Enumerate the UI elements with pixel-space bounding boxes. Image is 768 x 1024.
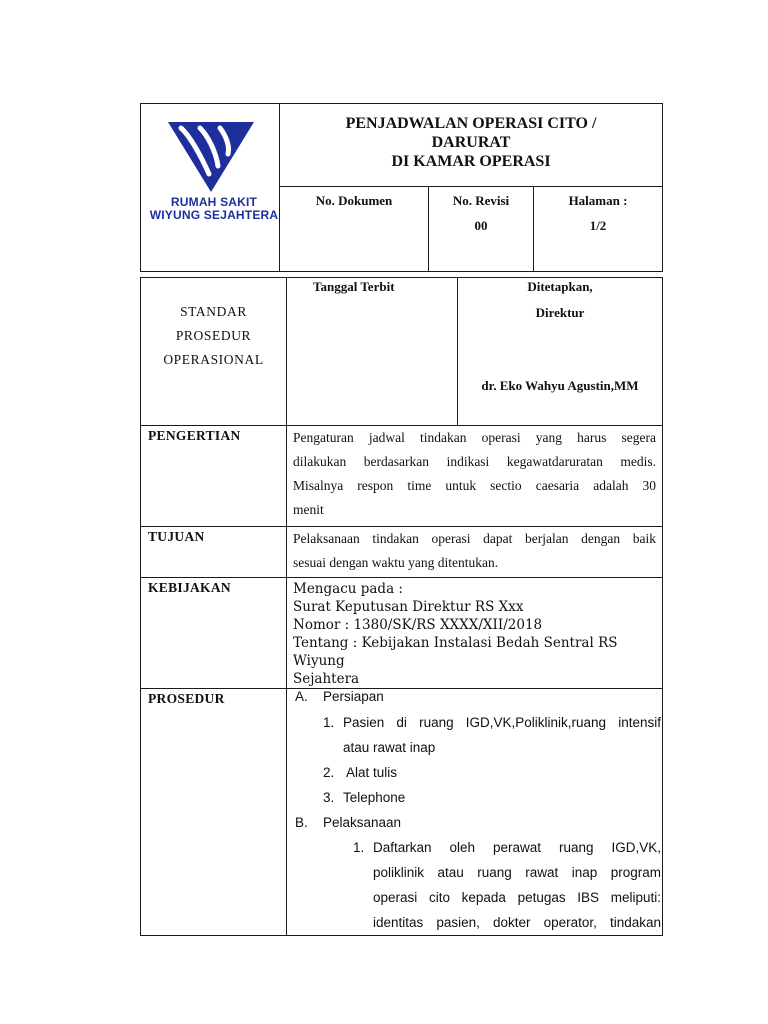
prosedur-text <box>287 689 663 936</box>
no-dokumen-label: No. Dokumen <box>315 193 393 208</box>
prosedur-b-marker: B. <box>295 815 308 830</box>
tanggal-terbit-cell <box>287 278 458 426</box>
hospital-logo-icon <box>168 122 256 194</box>
prosedur-b1-line: Daftarkan oleh perawat ruang IGD,VK, <box>373 840 661 855</box>
hospital-name-line1: RUMAH SAKIT <box>170 195 258 209</box>
tanggal-terbit-label: Tanggal Terbit <box>313 279 395 294</box>
kebijakan-label: KEBIJAKAN <box>141 578 287 689</box>
prosedur-a2-marker: 2. <box>323 765 335 780</box>
header-table <box>140 103 663 272</box>
document-title <box>280 104 663 187</box>
no-dokumen-cell <box>280 187 429 272</box>
prosedur-b1-line: operasi cito kepada petugas IBS meliputi: <box>373 890 661 905</box>
title-line1: PENJADWALAN OPERASI CITO / <box>345 115 597 132</box>
pengertian-label: PENGERTIAN <box>141 426 287 527</box>
prosedur-a3-marker: 3. <box>323 790 335 805</box>
tujuan-label: TUJUAN <box>141 527 287 578</box>
prosedur-b1-line: identitas pasien, dokter operator, tindakan <box>373 915 661 930</box>
title-line3: DI KAMAR OPERASI <box>391 153 551 170</box>
prosedur-b1-marker: 1. <box>353 840 365 855</box>
halaman-value: 1/2 <box>589 218 607 233</box>
title-line2: DARURAT <box>431 134 511 151</box>
prosedur-a1-line1: Pasien di ruang IGD,VK,Poliklinik,ruang intensif <box>343 715 661 730</box>
no-revisi-cell <box>429 187 534 272</box>
kebijakan-line: Mengacu pada : <box>293 581 403 597</box>
prosedur-a1-line2: atau rawat inap <box>343 740 436 755</box>
sop-label-cell <box>141 278 287 426</box>
tujuan-line: sesuai dengan waktu yang ditentukan. <box>293 555 499 570</box>
logo-cell <box>141 104 280 272</box>
jabatan-direktur: Direktur <box>535 305 585 320</box>
pengertian-text <box>287 426 663 527</box>
sop-table <box>140 277 663 936</box>
prosedur-a1-marker: 1. <box>323 715 335 730</box>
no-revisi-value: 00 <box>474 218 488 233</box>
prosedur-a-title: Persiapan <box>323 689 384 704</box>
tujuan-line: Pelaksanaan tindakan operasi dapat berjalan dengan baik <box>293 531 656 546</box>
pengertian-line: Pengaturan jadwal tindakan operasi yang harus segera <box>293 430 656 445</box>
kebijakan-line: Surat Keputusan Direktur RS Xxx <box>293 599 524 615</box>
kebijakan-line: Sejahtera <box>293 671 360 687</box>
tujuan-text <box>287 527 663 578</box>
prosedur-a3-text: Telephone <box>343 790 406 805</box>
sop-label-line3: OPERASIONAL <box>163 352 264 367</box>
kebijakan-line: Tentang : Kebijakan Instalasi Bedah Sentral RS Wiyung <box>293 635 618 669</box>
penandatangan: dr. Eko Wahyu Agustin,MM <box>481 378 639 393</box>
kebijakan-text <box>287 578 663 689</box>
ditetapkan-cell <box>458 278 663 426</box>
prosedur-b1-line: poliklinik atau ruang rawat inap program <box>373 865 661 880</box>
halaman-cell <box>534 187 663 272</box>
prosedur-a-marker: A. <box>295 689 308 704</box>
hospital-name <box>144 196 284 222</box>
pengertian-line: menit <box>293 502 324 517</box>
pengertian-line: Misalnya respon time untuk sectio caesaria adalah 30 <box>293 478 656 493</box>
halaman-label: Halaman : <box>568 193 628 208</box>
sop-label-line1: STANDAR <box>180 304 247 319</box>
prosedur-label: PROSEDUR <box>141 689 287 936</box>
pengertian-line: dilakukan berdasarkan indikasi kegawatdaruratan medis. <box>293 454 656 469</box>
sop-label-line2: PROSEDUR <box>175 328 252 343</box>
prosedur-b-title: Pelaksanaan <box>323 815 402 830</box>
hospital-name-line2: WIYUNG SEJAHTERA <box>149 208 279 222</box>
kebijakan-line: Nomor : 1380/SK/RS XXXX/XII/2018 <box>293 617 543 633</box>
ditetapkan-label: Ditetapkan, <box>527 279 593 294</box>
prosedur-a2-text: Alat tulis <box>346 765 398 780</box>
no-revisi-label: No. Revisi <box>452 193 510 208</box>
